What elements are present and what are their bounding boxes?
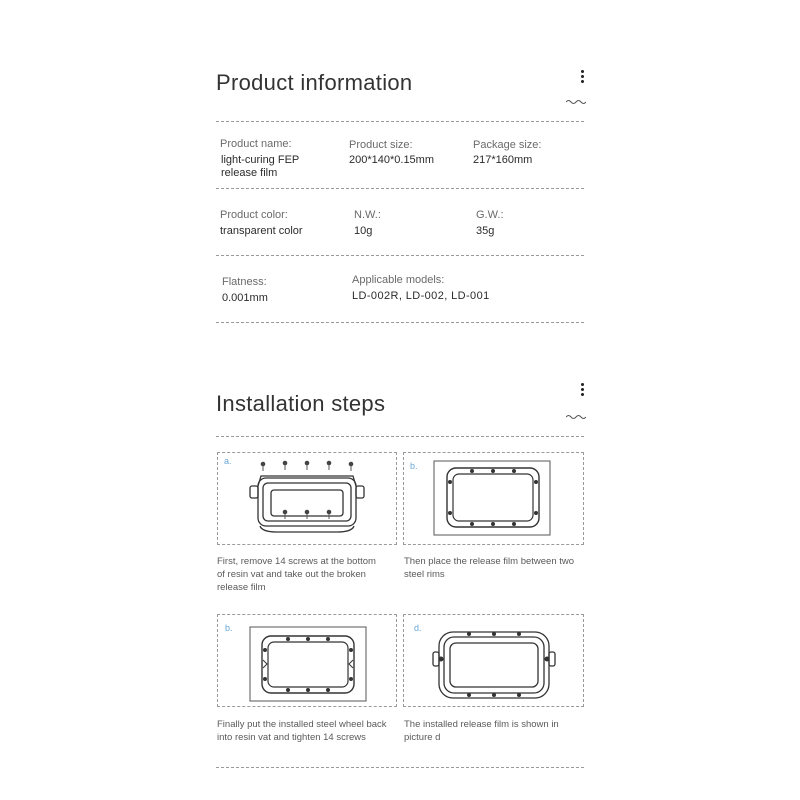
product-size-label: Product size: [349,139,413,151]
more-menu-icon[interactable] [579,383,585,398]
flatness-label: Flatness: [222,276,267,288]
caption-line: Finally put the installed steel wheel back [217,719,387,730]
steel-wheel-illustration [217,614,397,707]
wave-icon [566,414,586,420]
product-name-label: Product name: [220,138,292,150]
step-letter: d. [414,623,422,633]
divider [216,436,584,437]
divider [216,767,584,768]
resin-vat-illustration [217,452,397,545]
caption-line: picture d [404,732,441,743]
caption-line: into resin vat and tighten 14 screws [217,732,366,743]
caption-line: Then place the release film between two [404,556,575,567]
step-letter: a. [224,456,232,466]
step-image-a [217,452,397,545]
step-caption-c [217,718,399,744]
divider [216,255,584,256]
steel-rims-illustration [403,452,584,545]
applicable-models-value: LD-002R, LD-002, LD-001 [352,290,490,302]
step-image-b [403,452,584,545]
caption-line: First, remove 14 screws at the bottom [217,556,376,567]
step-image-d [403,614,584,707]
product-color-value: transparent color [220,225,303,237]
caption-line: The installed release film is shown in [404,719,559,730]
installed-film-illustration [403,614,584,707]
nw-label: N.W.: [354,209,381,221]
step-image-c [217,614,397,707]
gw-value: 35g [476,225,495,237]
step-caption-b [404,555,586,581]
package-size-label: Package size: [473,139,542,151]
step-caption-a [217,555,397,594]
product-name-value-line2: release film [221,167,278,179]
applicable-models-label: Applicable models: [352,274,445,286]
step-letter: b. [410,461,418,471]
flatness-value: 0.001mm [222,292,268,304]
step-caption-d [404,718,586,744]
caption-line: of resin vat and take out the broken [217,569,366,580]
product-name-value-line1: light-curing FEP [221,154,300,166]
nw-value: 10g [354,225,373,237]
step-letter: b. [225,623,233,633]
more-menu-icon[interactable] [579,70,585,85]
caption-line: release film [217,582,266,593]
product-size-value: 200*140*0.15mm [349,154,435,166]
divider [216,322,584,323]
divider [216,188,584,189]
package-size-value: 217*160mm [473,154,533,166]
gw-label: G.W.: [476,209,504,221]
wave-icon [566,99,586,105]
caption-line: steel rims [404,569,445,580]
product-info-title: Product information [216,70,413,95]
installation-title: Installation steps [216,391,386,416]
divider [216,121,584,122]
product-color-label: Product color: [220,209,288,221]
